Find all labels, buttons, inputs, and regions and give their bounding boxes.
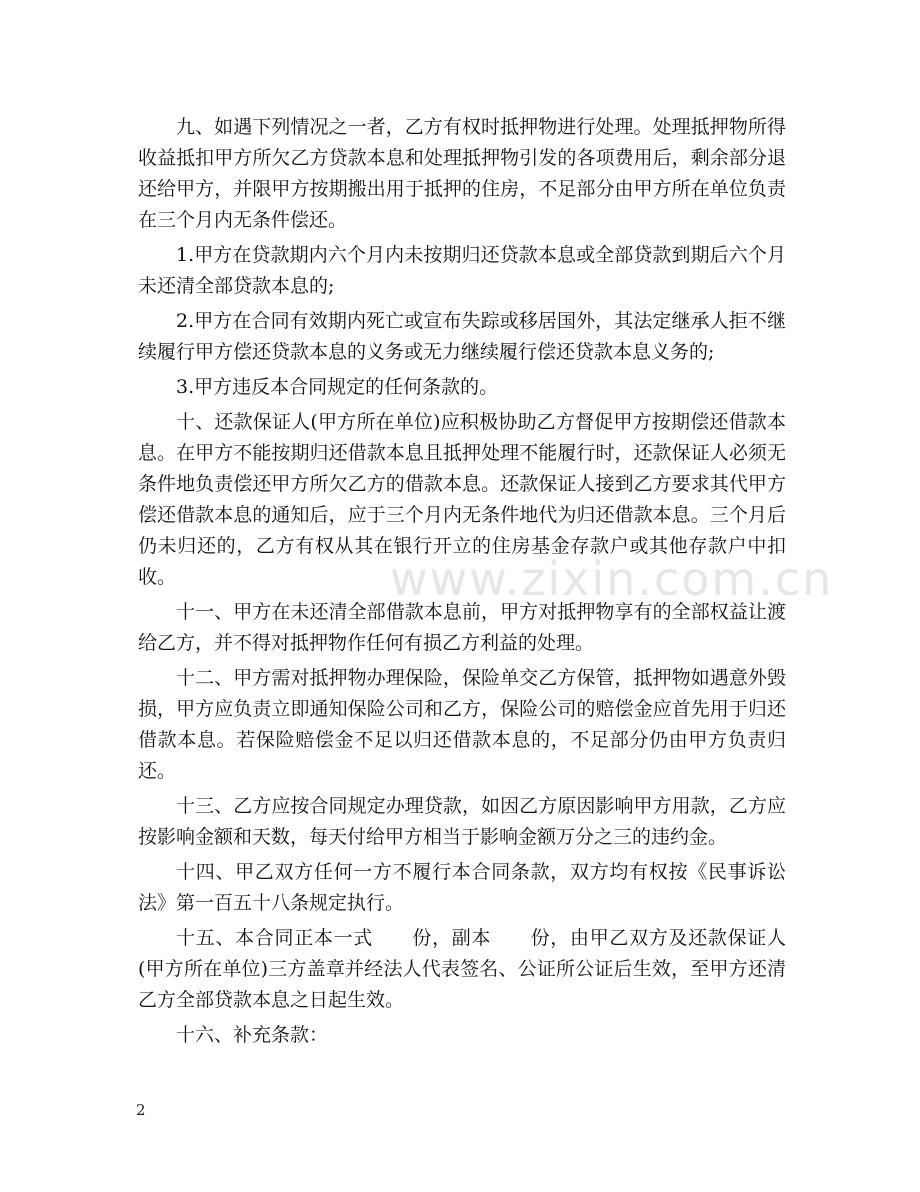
clause-14-paragraph: 十四、甲乙双方任何一方不履行本合同条款，双方均有权按《民事诉讼法》第一百五十八条规定执行。 <box>138 861 786 914</box>
page-number: 2 <box>136 1101 146 1119</box>
clause-12-paragraph: 十二、甲方需对抵押物办理保险，保险单交乙方保管，抵押物如遇意外毁损，甲方应负责立即通知保险公司和乙方，保险公司的赔偿金应首先用于归还借款本息。若保险赔偿金不足以归还借款本息的，不足部分仍由甲方负责归还。 <box>138 667 786 782</box>
clause-16-paragraph: 十六、补充条款： <box>176 1024 329 1046</box>
clause-15-paragraph: 十五、本合同正本一式 份，副本 份，由甲乙双方及还款保证人(甲方所在单位)三方盖章并经法人代表签名、公证所公证后生效，至甲方还清乙方全部贷款本息之日起生效。 <box>138 927 786 1011</box>
clause-9-item-3: 3.甲方违反本合同规定的任何条款的。 <box>176 376 499 398</box>
clause-9-item-2: 2.甲方在合同有效期内死亡或宣布失踪或移居国外，其法定继承人拒不继续履行甲方偿还贷款本息的义务或无力继续履行偿还贷款本息义务的; <box>138 310 786 363</box>
clause-9-paragraph: 九、如遇下列情况之一者，乙方有权时抵押物进行处理。处理抵押物所得收益抵扣甲方所欠乙方贷款本息和处理抵押物引发的各项费用后，剩余部分退还给甲方，并限甲方按期搬出用于抵押的住房，不足部分由甲方所在单位负责在三个月内无条件偿还。 <box>138 116 786 231</box>
clause-11-paragraph: 十一、甲方在未还清全部借款本息前，甲方对抵押物享有的全部权益让渡给乙方，并不得对抵押物作任何有损乙方利益的处理。 <box>138 601 786 654</box>
document-body <box>138 112 786 1055</box>
clause-10-paragraph: 十、还款保证人(甲方所在单位)应积极协助乙方督促甲方按期偿还借款本息。在甲方不能按期归还借款本息且抵押处理不能履行时，还款保证人必须无条件地负责偿还甲方所欠乙方的借款本息。还款保证人接到乙方要求其代甲方偿还借款本息的通知后，应于三个月内无条件地代为归还借款本息。三个月后仍未归还的，乙方有权从其在银行开立的住房基金存款户或其他存款户中扣收。 <box>138 411 786 588</box>
watermark-text: www.zixin.com.cn <box>390 552 834 606</box>
clause-9-item-1: 1.甲方在贷款期内六个月内未按期归还贷款本息或全部贷款到期后六个月未还清全部贷款本息的; <box>138 244 786 297</box>
clause-13-paragraph: 十三、乙方应按合同规定办理贷款，如因乙方原因影响甲方用款，乙方应按影响金额和天数，每天付给甲方相当于影响金额万分之三的违约金。 <box>138 795 786 848</box>
